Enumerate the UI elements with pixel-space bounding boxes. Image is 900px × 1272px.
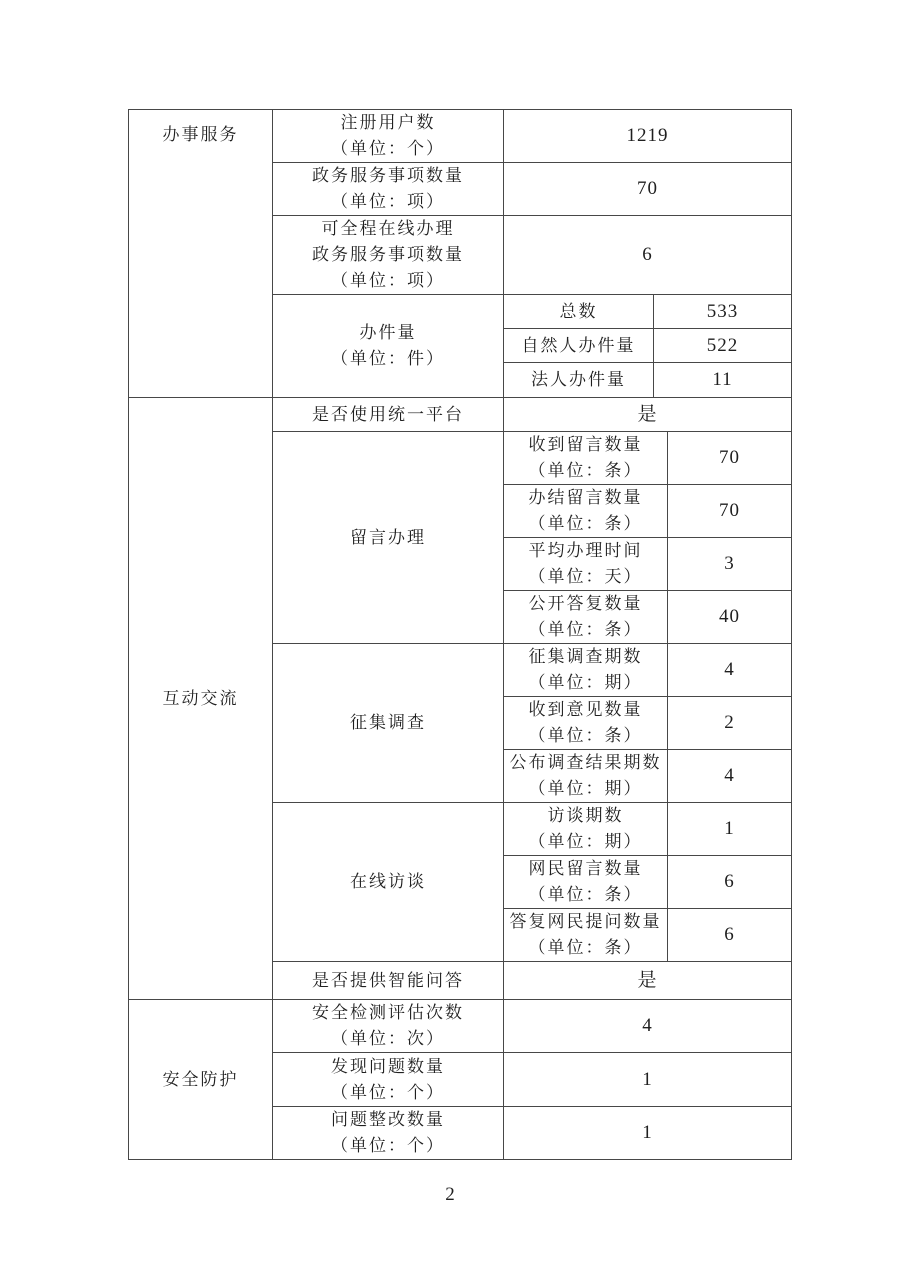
subitem-label: 答复网民提问数量 [509, 912, 662, 931]
subitem-label-cell [504, 591, 668, 644]
subitem-label-cell [504, 750, 668, 803]
category-label: 安全防护 [162, 1069, 239, 1089]
subitem-unit: （单位：条） [528, 726, 643, 745]
subitem-label: 征集调查期数 [528, 647, 643, 666]
subitem-unit: （单位：条） [528, 620, 643, 639]
subitem-unit: （单位：条） [528, 885, 643, 904]
subitem-value: 6 [668, 909, 792, 962]
metric-value: 1 [504, 1053, 792, 1107]
metric-label-cell [273, 216, 504, 295]
subitem-unit: （单位：条） [528, 938, 643, 957]
metric-label-cell [273, 1000, 504, 1053]
category-label: 互动交流 [162, 688, 239, 708]
subitem-label-cell [504, 803, 668, 856]
metric-value: 1 [504, 1107, 792, 1160]
subitem-value: 6 [668, 856, 792, 909]
metric-value: 70 [504, 163, 792, 216]
subitem-value: 1 [668, 803, 792, 856]
metric-label-cell [273, 1107, 504, 1160]
subitem-label: 平均办理时间 [528, 541, 643, 560]
subitem-label-cell [504, 909, 668, 962]
group-label-cell-survey [273, 644, 504, 803]
subitem-value: 3 [668, 538, 792, 591]
metric-label-cell [273, 110, 504, 163]
metric-label: 政务服务事项数量 [312, 166, 464, 185]
subitem-value: 2 [668, 697, 792, 750]
metric-unit: （单位：个） [331, 1136, 445, 1155]
metric-value: 4 [504, 1000, 792, 1053]
subitem-label: 法人办件量 [504, 363, 654, 398]
metric-label: 安全检测评估次数 [312, 1003, 464, 1022]
metric-unit: （单位：个） [331, 139, 445, 158]
metric-value: 是 [504, 398, 792, 432]
report-table [128, 109, 792, 1160]
category-cell-service [129, 110, 273, 398]
metric-label: 注册用户数 [340, 113, 436, 132]
group-label: 在线访谈 [350, 872, 426, 891]
subitem-value: 4 [668, 750, 792, 803]
subitem-label: 办结留言数量 [528, 488, 643, 507]
group-label-cell-caseload [273, 295, 504, 398]
metric-unit: （单位：次） [331, 1029, 445, 1048]
subitem-label-cell [504, 432, 668, 485]
subitem-value: 11 [654, 363, 792, 398]
subitem-label-cell [504, 538, 668, 591]
metric-label: 发现问题数量 [331, 1056, 445, 1076]
subitem-label: 公开答复数量 [528, 594, 643, 613]
metric-unit: （单位：项） [331, 192, 445, 211]
subitem-label: 收到留言数量 [528, 435, 643, 454]
metric-label: 可全程在线办理 [321, 219, 455, 238]
page-number: 2 [445, 1184, 455, 1205]
subitem-label: 收到意见数量 [528, 700, 643, 719]
metric-unit: （单位：个） [331, 1082, 445, 1102]
subitem-unit: （单位：条） [528, 514, 643, 533]
subitem-unit: （单位：期） [528, 779, 643, 798]
subitem-unit: （单位：期） [528, 832, 643, 851]
group-label: 办件量 [359, 323, 417, 342]
group-label-cell-messages [273, 432, 504, 644]
table-row [129, 1000, 792, 1053]
group-unit: （单位：件） [331, 349, 445, 368]
category-cell-security [129, 1000, 273, 1160]
metric-value: 是 [504, 962, 792, 1000]
subitem-value: 4 [668, 644, 792, 697]
subitem-label: 网民留言数量 [528, 859, 643, 878]
subitem-unit: （单位：天） [528, 567, 643, 586]
subitem-value: 70 [668, 485, 792, 538]
group-label: 征集调查 [350, 713, 426, 732]
metric-unit: （单位：项） [331, 271, 445, 290]
subitem-label-cell [504, 644, 668, 697]
subitem-unit: （单位：条） [528, 461, 643, 480]
metric-value: 1219 [504, 110, 792, 163]
subitem-label-cell [504, 856, 668, 909]
group-label-cell-interview [273, 803, 504, 962]
subitem-value: 533 [654, 295, 792, 329]
subitem-value: 40 [668, 591, 792, 644]
subitem-unit: （单位：期） [528, 673, 643, 692]
subitem-label: 总数 [504, 295, 654, 329]
metric-label: 是否提供智能问答 [273, 962, 504, 1000]
subitem-label: 公布调查结果期数 [509, 753, 662, 772]
metric-label-cell [273, 163, 504, 216]
subitem-label: 自然人办件量 [504, 329, 654, 363]
metric-label-cell [273, 1053, 504, 1107]
metric-value: 6 [504, 216, 792, 295]
metric-label: 问题整改数量 [331, 1110, 445, 1129]
subitem-label-cell [504, 697, 668, 750]
subitem-label: 访谈期数 [547, 806, 624, 825]
subitem-label-cell [504, 485, 668, 538]
table-row [129, 110, 792, 163]
metric-label: 是否使用统一平台 [273, 398, 504, 432]
subitem-value: 522 [654, 329, 792, 363]
category-cell-interaction [129, 398, 273, 1000]
subitem-value: 70 [668, 432, 792, 485]
category-label: 办事服务 [162, 125, 239, 144]
metric-label: 政务服务事项数量 [312, 245, 464, 264]
group-label: 留言办理 [350, 527, 426, 547]
table-row [129, 398, 792, 432]
